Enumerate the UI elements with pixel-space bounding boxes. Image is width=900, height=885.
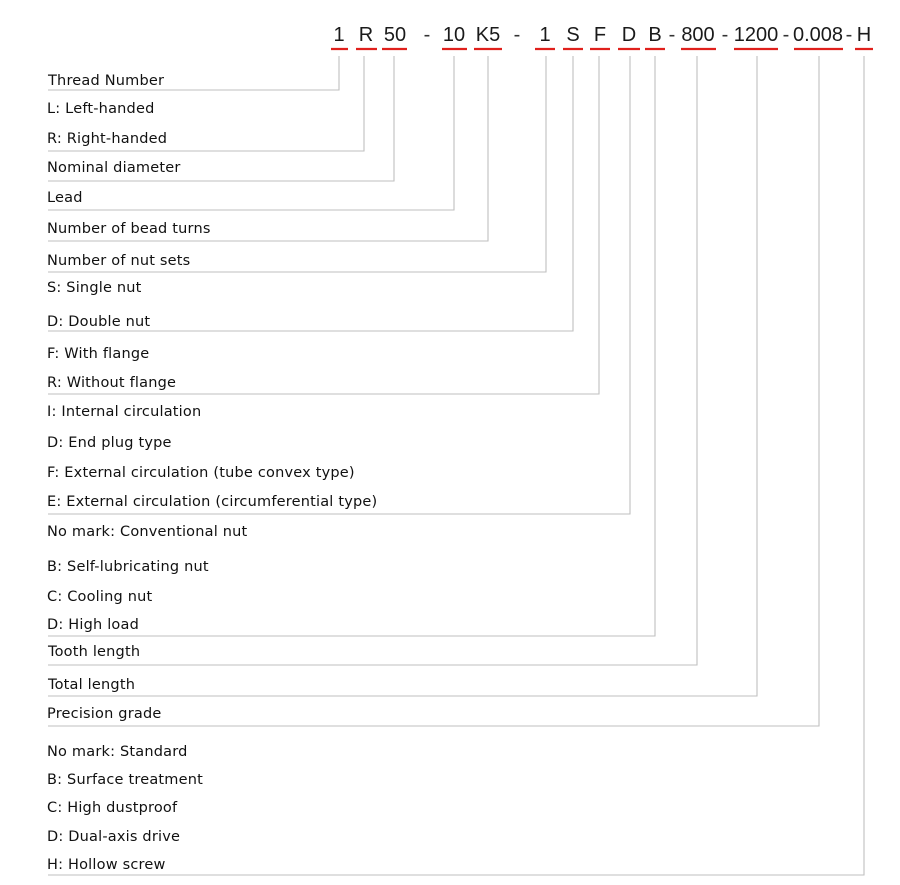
code-segment-nut-type: S bbox=[566, 24, 580, 46]
model-code bbox=[333, 24, 871, 46]
desc-left-handed: L: Left-handed bbox=[47, 101, 155, 117]
desc-nut-sets: Number of nut sets bbox=[47, 253, 191, 269]
desc-with-flange: F: With flange bbox=[47, 346, 150, 362]
desc-bead-turns: Number of bead turns bbox=[47, 221, 211, 237]
leader-precision-grade bbox=[48, 56, 819, 726]
code-segment-nut-option: B bbox=[648, 24, 662, 46]
desc-internal-circulation: I: Internal circulation bbox=[47, 404, 202, 420]
code-segment-total-length: 1200 bbox=[733, 24, 779, 46]
code-segment-nut-sets: 1 bbox=[539, 24, 551, 46]
code-segment-tooth-length: 800 bbox=[681, 24, 715, 46]
code-separator: - bbox=[423, 24, 431, 46]
desc-hollow-screw: H: Hollow screw bbox=[47, 857, 166, 873]
code-separator: - bbox=[513, 24, 521, 46]
desc-nominal-diameter: Nominal diameter bbox=[47, 160, 181, 176]
code-segment-screw-option: H bbox=[856, 24, 872, 46]
code-segment-lead: 10 bbox=[442, 24, 466, 46]
desc-high-load: D: High load bbox=[47, 617, 139, 633]
desc-surface-treatment: B: Surface treatment bbox=[47, 772, 204, 788]
code-segment-bead-turns: K5 bbox=[475, 24, 501, 46]
code-separator: - bbox=[782, 24, 790, 46]
desc-self-lubricating-nut: B: Self-lubricating nut bbox=[47, 559, 209, 575]
code-segment-circulation: D bbox=[621, 24, 637, 46]
code-segment-nominal-diameter: 50 bbox=[383, 24, 407, 46]
desc-right-handed: R: Right-handed bbox=[47, 131, 168, 147]
code-segment-precision-grade: 0.008 bbox=[792, 24, 844, 46]
desc-double-nut: D: Double nut bbox=[47, 314, 151, 330]
desc-without-flange: R: Without flange bbox=[47, 375, 177, 391]
desc-end-plug-type: D: End plug type bbox=[47, 435, 172, 451]
desc-thread-number: Thread Number bbox=[48, 73, 165, 89]
desc-lead: Lead bbox=[47, 190, 83, 206]
code-separator: - bbox=[845, 24, 853, 46]
desc-tooth-length: Tooth length bbox=[48, 644, 141, 660]
desc-standard: No mark: Standard bbox=[47, 744, 188, 760]
desc-external-circulation-circumferential: E: External circulation (circumferential type) bbox=[47, 494, 378, 510]
desc-high-dustproof: C: High dustproof bbox=[47, 800, 178, 816]
desc-total-length: Total length bbox=[48, 677, 136, 693]
code-separator: - bbox=[721, 24, 729, 46]
desc-precision-grade: Precision grade bbox=[47, 706, 162, 722]
desc-dual-axis-drive: D: Dual-axis drive bbox=[47, 829, 181, 845]
code-segment-flange: F bbox=[593, 24, 607, 46]
code-segment-hand: R bbox=[358, 24, 374, 46]
desc-external-circulation-tube: F: External circulation (tube convex type) bbox=[47, 465, 355, 481]
desc-conventional-nut: No mark: Conventional nut bbox=[47, 524, 248, 540]
code-segment-thread-number: 1 bbox=[333, 24, 345, 46]
code-separator: - bbox=[668, 24, 676, 46]
desc-single-nut: S: Single nut bbox=[47, 280, 142, 296]
description-list bbox=[47, 73, 377, 873]
desc-cooling-nut: C: Cooling nut bbox=[47, 589, 153, 605]
